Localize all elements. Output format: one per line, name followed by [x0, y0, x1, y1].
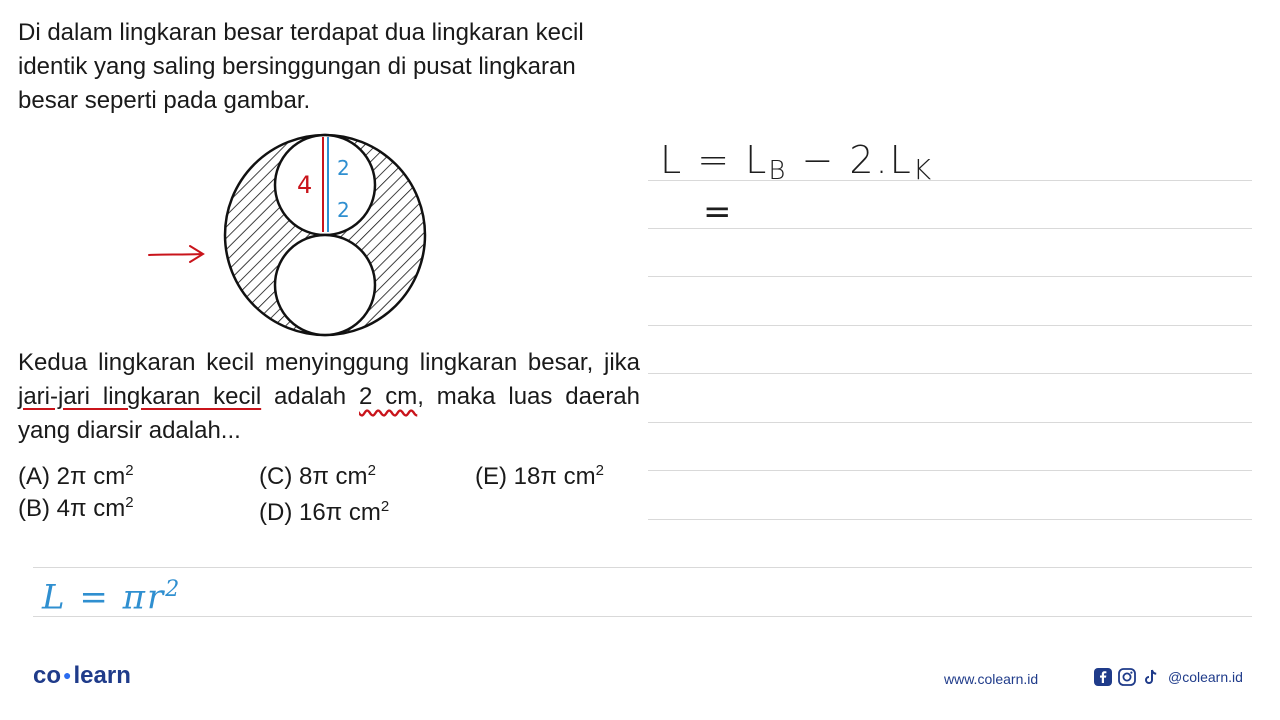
tiktok-icon[interactable]	[1142, 668, 1160, 686]
option-e-exp: 2	[595, 462, 604, 479]
area-formula	[42, 577, 181, 617]
arrow-icon	[149, 246, 203, 262]
diameter-label: 4	[297, 171, 313, 199]
handwritten-formula	[660, 138, 933, 186]
area-formula-text: L = πr	[42, 577, 166, 618]
ruled-line	[648, 422, 1252, 423]
social-links	[1094, 668, 1243, 686]
facebook-icon[interactable]	[1094, 668, 1112, 686]
question-body	[18, 346, 640, 448]
social-handle[interactable]: @colearn.id	[1168, 669, 1243, 685]
formula-sub-b: B	[768, 156, 788, 186]
option-c-exp: 2	[367, 462, 376, 479]
ruled-line	[33, 567, 1252, 568]
colearn-logo	[33, 662, 131, 690]
formula-sub-k: K	[912, 153, 934, 186]
instagram-icon[interactable]	[1118, 668, 1136, 686]
radius-label-bottom: 2	[337, 198, 350, 222]
radius-label-top: 2	[337, 156, 350, 180]
area-formula-exp: 2	[165, 577, 182, 602]
ruled-line	[648, 325, 1252, 326]
option-d-exp: 2	[380, 498, 390, 515]
option-a-exp: 2	[125, 462, 134, 479]
underlined-term: jari-jari lingkaran kecil	[18, 383, 262, 410]
option-d-text: (D) 16π cm	[259, 499, 381, 526]
brand-right: learn	[73, 662, 131, 689]
body-text-2: adalah	[261, 383, 360, 410]
ruled-line	[648, 373, 1252, 374]
formula-mid: − 2.L	[787, 138, 913, 182]
option-a[interactable]	[18, 462, 134, 492]
body-text-3: , maka luas daerah yang diarsir adalah...	[18, 383, 641, 444]
option-e-text: (E) 18π cm	[475, 463, 596, 490]
radius-value: 2 cm	[359, 383, 418, 410]
option-e[interactable]	[475, 462, 604, 492]
ruled-line	[648, 470, 1252, 471]
formula-main: L = L	[660, 138, 769, 182]
handwritten-equals: =	[703, 192, 732, 232]
circles-diagram	[140, 130, 440, 342]
brand-left: co	[33, 662, 62, 689]
ruled-line	[648, 276, 1252, 277]
option-b-exp: 2	[125, 494, 134, 511]
option-a-text: (A) 2π cm	[18, 463, 126, 490]
small-circle-bottom	[275, 235, 375, 335]
ruled-line	[33, 616, 1252, 617]
question-intro: Di dalam lingkaran besar terdapat dua lingkaran kecil identik yang saling bersinggungan di pusat lingkaran besar seperti pada gambar.	[18, 19, 584, 114]
small-circle-top	[275, 135, 375, 235]
ruled-line	[648, 228, 1252, 229]
option-d[interactable]	[259, 498, 389, 528]
option-b[interactable]	[18, 494, 134, 524]
body-text-1: Kedua lingkaran kecil menyinggung lingkaran besar, jika	[18, 349, 640, 376]
brand-dot: ●	[63, 667, 72, 683]
website-link[interactable]: www.colearn.id	[944, 671, 1039, 687]
option-b-text: (B) 4π cm	[18, 495, 126, 522]
option-c[interactable]	[259, 462, 376, 492]
ruled-line	[648, 519, 1252, 520]
option-c-text: (C) 8π cm	[259, 463, 368, 490]
